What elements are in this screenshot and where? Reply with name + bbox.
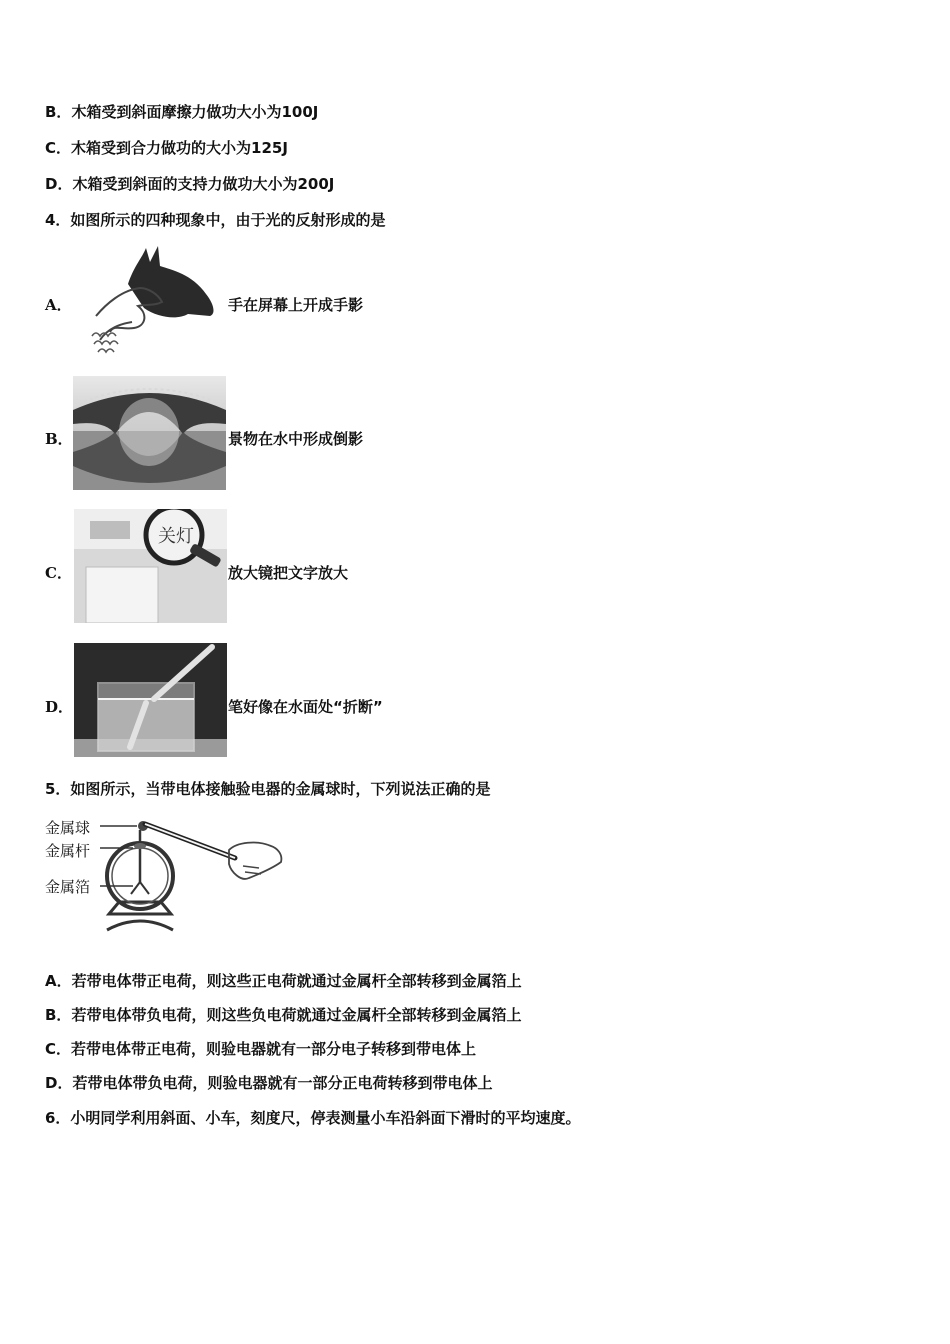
q5-option-a: A．若带电体带正电荷，则这些正电荷就通过金属杆全部转移到金属箔上	[45, 972, 522, 990]
q3-option-d: D．木箱受到斜面的支持力做功大小为200J	[45, 175, 335, 193]
q4-option-d-letter: D．	[45, 698, 74, 716]
q5-stem: 5．如图所示，当带电体接触验电器的金属球时，下列说法正确的是	[45, 780, 491, 798]
q3-option-b: B．木箱受到斜面摩擦力做功大小为100J	[45, 103, 319, 121]
q4-option-a-letter: A．	[45, 296, 72, 314]
q5-option-b: B．若带电体带负电荷，则这些负电荷就通过金属杆全部转移到金属箔上	[45, 1006, 522, 1024]
q3-option-c: C．木箱受到合力做功的大小为125J	[45, 139, 288, 157]
q4-option-c-caption: 放大镜把文字放大	[228, 564, 349, 582]
bridge-reflection-image	[73, 376, 226, 490]
q5-option-c: C．若带电体带正电荷，则验电器就有一部分电子转移到带电体上	[45, 1040, 477, 1058]
q4-stem: 4．如图所示的四种现象中，由于光的反射形成的是	[45, 211, 386, 229]
label-metal-rod: 金属杆	[45, 842, 91, 860]
magnifier-sign-text: 关灯	[158, 526, 194, 547]
q4-option-d-caption: 笔好像在水面处“折断”	[228, 698, 383, 716]
electroscope-figure	[45, 812, 290, 934]
q5-option-d: D．若带电体带负电荷，则验电器就有一部分正电荷转移到带电体上	[45, 1074, 493, 1092]
label-metal-ball: 金属球	[45, 819, 91, 837]
q4-option-b-letter: B．	[45, 430, 73, 448]
q4-option-c-letter: C．	[45, 564, 72, 582]
q4-option-a-caption: 手在屏幕上开成手影	[228, 296, 364, 314]
pencil-in-water-image	[74, 643, 227, 757]
label-metal-foil: 金属箔	[45, 878, 91, 896]
q6-stem: 6．小明同学利用斜面、小车，刻度尺，停表测量小车沿斜面下滑时的平均速度。	[45, 1109, 581, 1127]
magnifier-image	[74, 509, 227, 623]
q4-option-b-caption: 景物在水中形成倒影	[228, 430, 364, 448]
hand-shadow-image	[88, 244, 220, 356]
